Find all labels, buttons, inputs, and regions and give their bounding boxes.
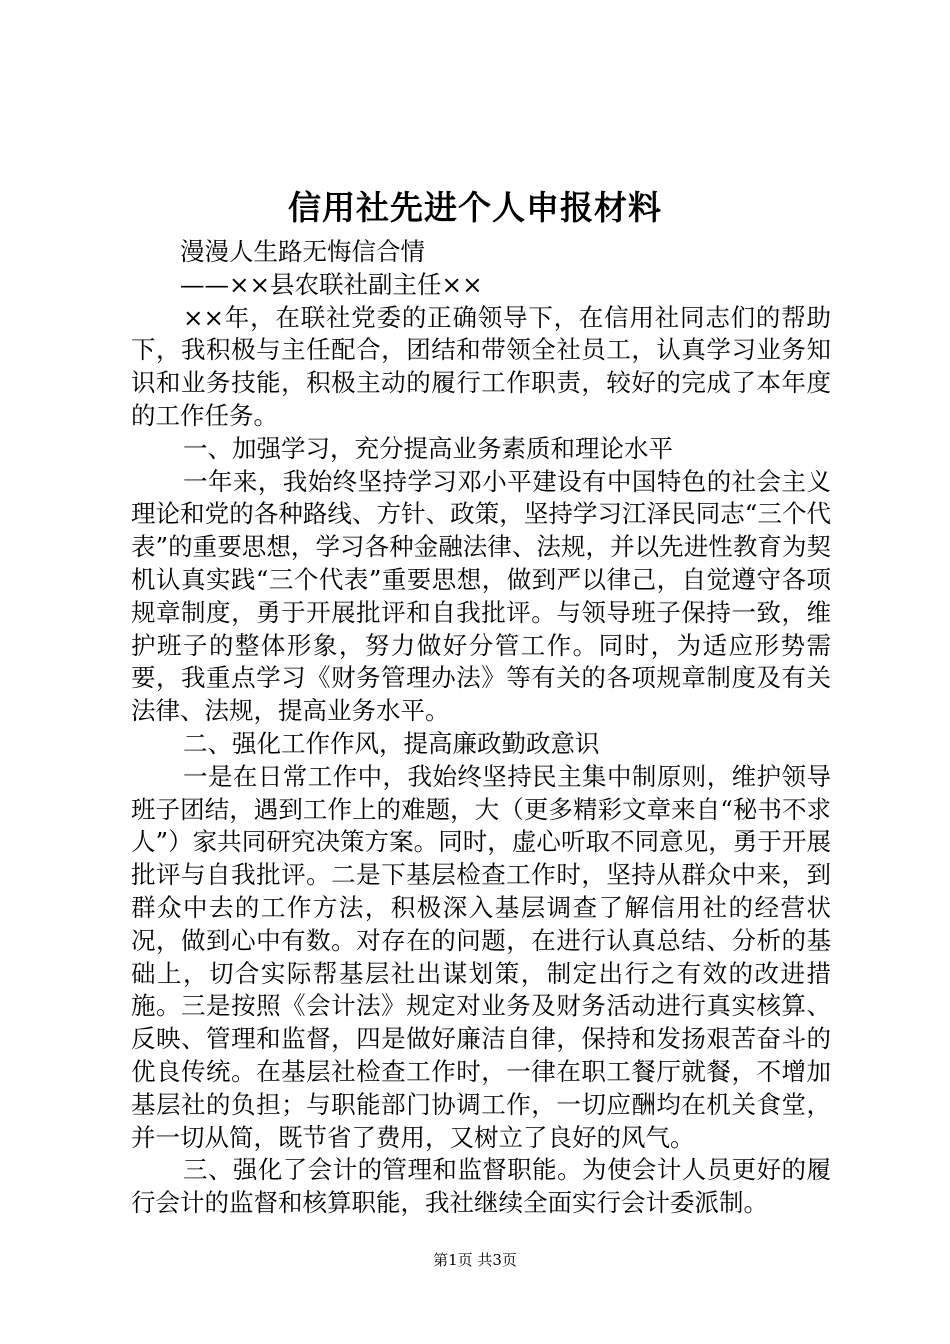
section-paragraph-2: 一是在日常工作中，我始终坚持民主集中制原则，维护领导班子团结，遇到工作上的难题，大（更多精彩文章来自“秘书不求人”）家共同研究决策方案。同时，虚心听取不同意见，勇于开展批评与自我批评。二是下基层检查工作时，坚持从群众中来，到群众中去的工作方法，积极深入基层调查了解信用社的经营状况，做到心中有数。对存在的问题，在进行认真总结、分析的基础上，切合实际帮基层社出谋划策，制定出行之有效的改进措施。三是按照《会计法》规定对业务及财务活动进行真实核算、反映、管理和监督，四是做好廉洁自律，保持和发扬艰苦奋斗的优良传统。在基层社检查工作时，一律在职工餐厅就餐，不增加基层社的负担；与职能部门协调工作，一切应酬均在机关食堂，并一切从简，既节省了费用，又树立了良好的风气。 — [131, 761, 831, 1152]
intro-paragraph: ××年，在联社党委的正确领导下，在信用社同志们的帮助下，我积极与主任配合，团结和带领全社员工，认真学习业务知识和业务技能，积极主动的履行工作职责，较好的完成了本年度的工作任务。 — [131, 302, 831, 430]
section-paragraph-3: 三、强化了会计的管理和监督职能。为使会计人员更好的履行会计的监督和核算职能，我社继续全面实行会计委派制。 — [131, 1155, 831, 1218]
document-body — [131, 236, 831, 1220]
byline: ——××县农联社副主任×× — [180, 269, 483, 299]
page-number-footer: 第1页 共3页 — [433, 1251, 517, 1269]
section-paragraph-1: 一年来，我始终坚持学习邓小平建设有中国特色的社会主义理论和党的各种路线、方针、政策，坚持学习江泽民同志“三个代表”的重要思想，学习各种金融法律、法规，并以先进性教育为契机认真实践“三个代表”重要思想，做到严以律己，自觉遵守各项规章制度，勇于开展批评和自我批评。与领导班子保持一致，维护班子的整体形象，努力做好分管工作。同时，为适应形势需要，我重点学习《财务管理办法》等有关的各项规章制度及有关法律、法规，提高业务水平。 — [131, 466, 831, 726]
document-title: 信用社先进个人申报材料 — [288, 188, 662, 227]
section-heading-2: 二、强化工作作风，提高廉政勤政意识 — [183, 728, 600, 758]
subtitle: 漫漫人生路无悔信合情 — [180, 237, 425, 266]
section-heading-1: 一、加强学习，充分提高业务素质和理论水平 — [183, 433, 673, 463]
